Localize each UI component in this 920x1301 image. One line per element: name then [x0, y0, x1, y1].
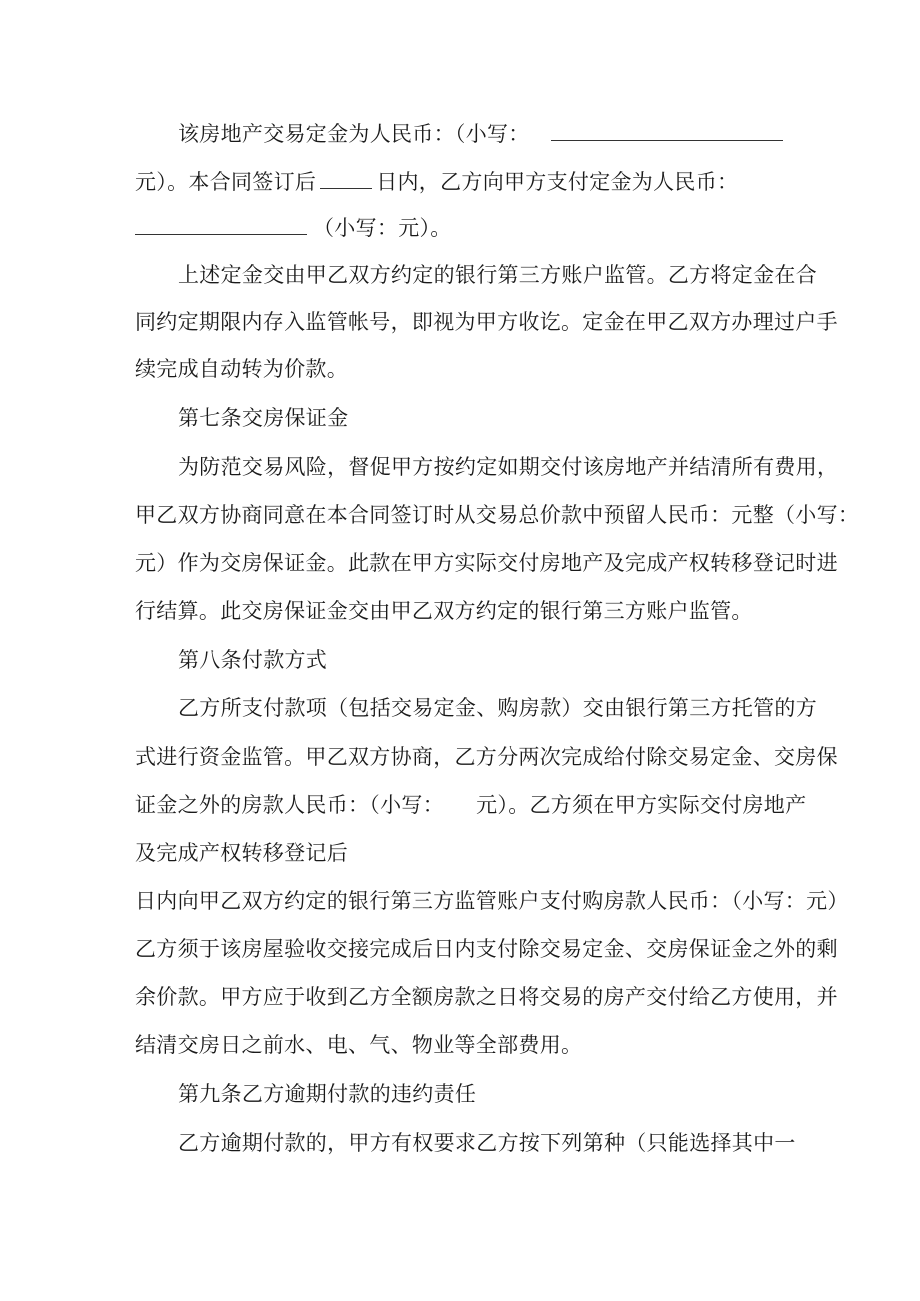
paragraph-line: 及完成产权转移登记后	[135, 841, 348, 865]
deposit-rmb-blank	[135, 212, 307, 235]
paragraph-line: 日内向甲乙双方约定的银行第三方监管账户支付购房款人民币：（小写：元）	[135, 889, 849, 913]
paragraph-line: 甲乙双方协商同意在本合同签订时从交易总价款中预留人民币：元整（小写：	[135, 503, 860, 527]
deposit-line-3	[135, 212, 452, 243]
paragraph-line: 乙方所支付款项（包括交易定金、购房款）交由银行第三方托管的方	[178, 696, 817, 720]
deposit-days-blank	[320, 166, 372, 189]
deposit-payment-text: 日内，乙方向甲方支付定金为人民币：	[376, 170, 739, 194]
deposit-line-1	[178, 118, 783, 149]
paragraph-line: 乙方须于该房屋验收交接完成后日内支付除交易定金、交房保证金之外的剩	[135, 937, 838, 961]
paragraph-line: 证金之外的房款人民币：（小写： 元）。乙方须在甲方实际交付房地产	[135, 793, 807, 817]
paragraph-line: 为防范交易风险，督促甲方按约定如期交付该房地产并结清所有费用，	[178, 455, 839, 479]
deposit-rmb-suffix: （小写：元）。	[313, 216, 452, 240]
article-8-title: 第八条付款方式	[178, 648, 328, 672]
paragraph-line: 上述定金交由甲乙双方约定的银行第三方账户监管。乙方将定金在合	[178, 263, 817, 287]
deposit-line-2	[135, 166, 738, 197]
article-7-title: 第七条交房保证金	[178, 406, 349, 430]
paragraph-line: 余价款。甲方应于收到乙方全额房款之日将交易的房产交付给乙方使用，并	[135, 985, 838, 1009]
paragraph-line: 元）作为交房保证金。此款在甲方实际交付房地产及完成产权转移登记时进	[135, 551, 838, 575]
paragraph-line: 同约定期限内存入监管帐号，即视为甲方收讫。定金在甲乙双方办理过户手	[135, 310, 838, 334]
deposit-amount-label: 该房地产交易定金为人民币：（小写：	[178, 122, 530, 146]
paragraph-line: 式进行资金监管。甲乙双方协商，乙方分两次完成给付除交易定金、交房保	[135, 745, 838, 769]
deposit-days-text: 元）。本合同签订后	[135, 170, 317, 194]
article-9-title: 第九条乙方逾期付款的违约责任	[178, 1082, 477, 1106]
deposit-amount-blank	[551, 118, 783, 141]
paragraph-line: 续完成自动转为价款。	[135, 357, 348, 381]
paragraph-line: 行结算。此交房保证金交由甲乙双方约定的银行第三方账户监管。	[135, 599, 753, 623]
paragraph-line: 乙方逾期付款的，甲方有权要求乙方按下列第种（只能选择其中一	[178, 1131, 796, 1155]
paragraph-line: 结清交房日之前水、电、气、物业等全部费用。	[135, 1033, 583, 1057]
